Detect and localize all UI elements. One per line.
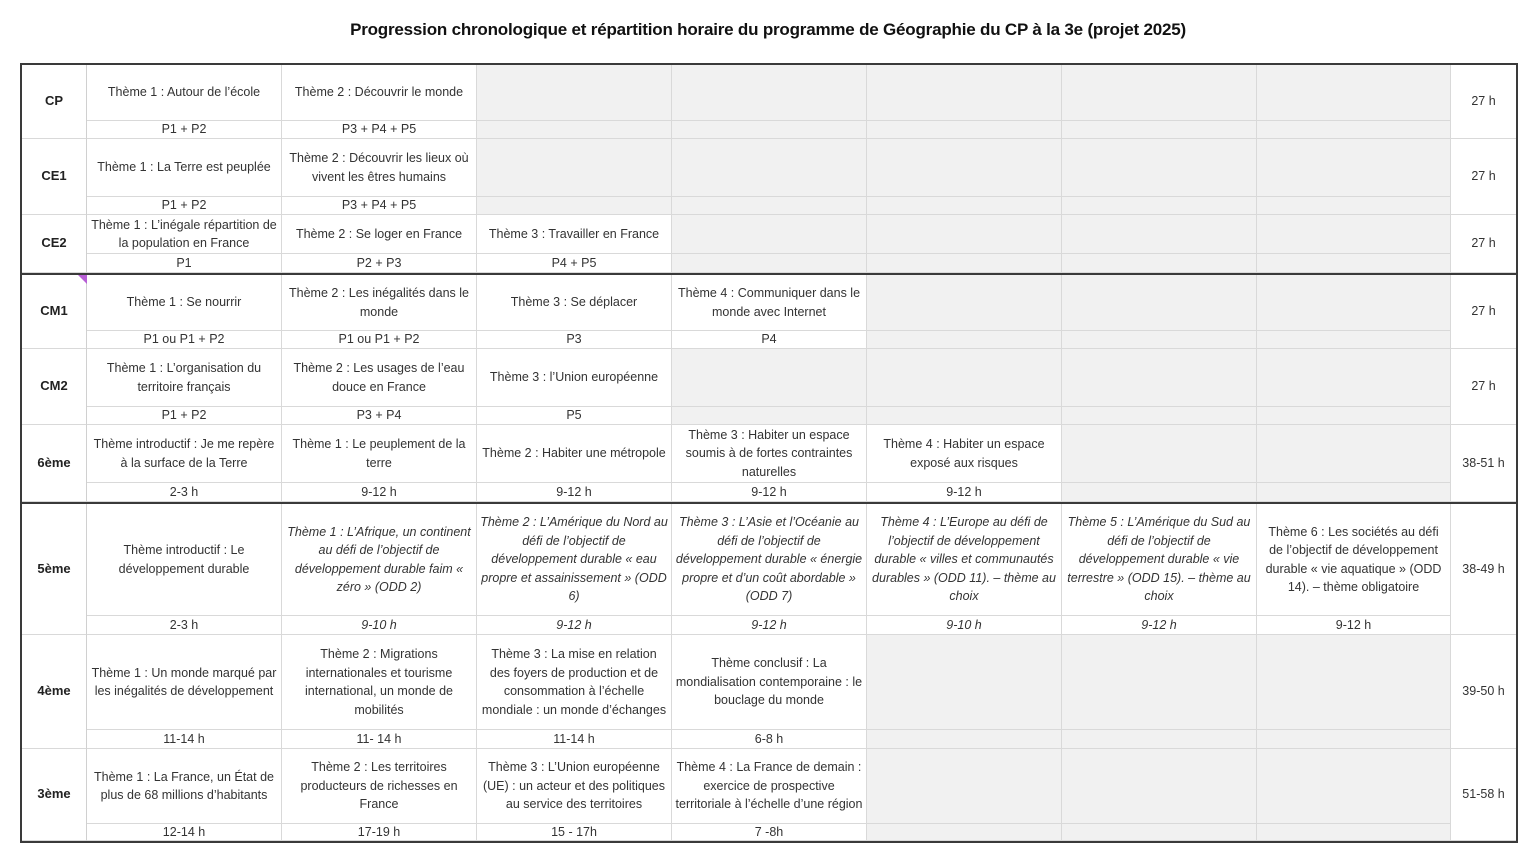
theme-cell: Thème 1 : L’inégale répartition de la population en France	[87, 215, 282, 254]
total-hours: 27 h	[1451, 215, 1516, 273]
empty-cell	[867, 407, 1062, 425]
duration-cell: 12-14 h	[87, 824, 282, 841]
duration-cell: 2-3 h	[87, 483, 282, 502]
theme-cell: Thème 2 : Migrations internationales et tourisme international, un monde de mobilités	[282, 635, 477, 730]
theme-cell: Thème 1 : Autour de l’école	[87, 65, 282, 121]
theme-cell: Thème 2 : L’Amérique du Nord au défi de l’objectif de développement durable « eau propre et assainissement » (ODD 6)	[477, 504, 672, 616]
theme-cell: Thème 3 : l’Union européenne	[477, 349, 672, 407]
level-label: CM2	[22, 349, 87, 425]
theme-cell: Thème 3 : Habiter un espace soumis à de fortes contraintes naturelles	[672, 425, 867, 483]
theme-cell: Thème 3 : Travailler en France	[477, 215, 672, 254]
empty-cell	[1062, 331, 1257, 349]
theme-cell: Thème 1 : Le peuplement de la terre	[282, 425, 477, 483]
duration-cell: P1	[87, 254, 282, 273]
empty-cell	[672, 407, 867, 425]
theme-cell: Thème introductif : Je me repère à la surface de la Terre	[87, 425, 282, 483]
theme-cell: Thème 1 : Un monde marqué par les inégalités de développement	[87, 635, 282, 730]
duration-cell: P1 + P2	[87, 197, 282, 215]
theme-cell: Thème introductif : Le développement durable	[87, 504, 282, 616]
theme-cell: Thème 3 : Se déplacer	[477, 275, 672, 331]
empty-cell	[1062, 215, 1257, 254]
empty-cell	[477, 121, 672, 139]
empty-cell	[672, 215, 867, 254]
empty-cell	[1257, 349, 1451, 407]
level-label: 3ème	[22, 749, 87, 841]
duration-cell: 17-19 h	[282, 824, 477, 841]
duration-cell: P1 ou P1 + P2	[282, 331, 477, 349]
empty-cell	[1062, 139, 1257, 197]
level-label: 4ème	[22, 635, 87, 749]
empty-cell	[672, 121, 867, 139]
empty-cell	[1257, 65, 1451, 121]
empty-cell	[1257, 139, 1451, 197]
comment-indicator-icon[interactable]	[78, 275, 87, 284]
empty-cell	[1257, 197, 1451, 215]
theme-cell: Thème 3 : L’Asie et l’Océanie au défi de l’objectif de développement durable « énergie propre et d’un coût abordable » (ODD 7)	[672, 504, 867, 616]
empty-cell	[1257, 254, 1451, 273]
theme-cell: Thème 2 : Les inégalités dans le monde	[282, 275, 477, 331]
duration-cell: 9-12 h	[1062, 616, 1257, 635]
duration-cell: P4	[672, 331, 867, 349]
total-hours: 51-58 h	[1451, 749, 1516, 841]
empty-cell	[1062, 65, 1257, 121]
level-label: CE1	[22, 139, 87, 215]
theme-cell: Thème 2 : Les territoires producteurs de richesses en France	[282, 749, 477, 824]
duration-cell: P4 + P5	[477, 254, 672, 273]
empty-cell	[1062, 749, 1257, 824]
empty-cell	[672, 254, 867, 273]
duration-cell: 11-14 h	[87, 730, 282, 749]
total-hours: 39-50 h	[1451, 635, 1516, 749]
empty-cell	[867, 197, 1062, 215]
empty-cell	[1062, 254, 1257, 273]
empty-cell	[1062, 275, 1257, 331]
duration-cell: P3 + P4	[282, 407, 477, 425]
theme-cell: Thème 3 : La mise en relation des foyers de production et de consommation à l’échelle mondiale : un monde d’échanges	[477, 635, 672, 730]
empty-cell	[1257, 407, 1451, 425]
level-label: 5ème	[22, 504, 87, 635]
theme-cell: Thème 1 : La Terre est peuplée	[87, 139, 282, 197]
duration-cell: 11- 14 h	[282, 730, 477, 749]
duration-cell: 15 - 17h	[477, 824, 672, 841]
duration-cell: P5	[477, 407, 672, 425]
empty-cell	[1062, 121, 1257, 139]
page-title: Progression chronologique et répartition horaire du programme de Géographie du CP à la 3e (projet 2025)	[350, 20, 1186, 39]
duration-cell: 6-8 h	[672, 730, 867, 749]
theme-cell: Thème 4 : Habiter un espace exposé aux risques	[867, 425, 1062, 483]
duration-cell: P3	[477, 331, 672, 349]
theme-cell: Thème 6 : Les sociétés au défi de l’objectif de développement durable « vie aquatique » (ODD 14). – thème obligatoire	[1257, 504, 1451, 616]
duration-cell: 9-10 h	[282, 616, 477, 635]
duration-cell: 9-10 h	[867, 616, 1062, 635]
theme-cell: Thème 1 : Se nourrir	[87, 275, 282, 331]
total-hours: 27 h	[1451, 275, 1516, 349]
duration-cell: 9-12 h	[477, 616, 672, 635]
empty-cell	[867, 65, 1062, 121]
theme-cell: Thème 4 : La France de demain : exercice de prospective territoriale à l’échelle d’une région	[672, 749, 867, 824]
duration-cell: P1 + P2	[87, 121, 282, 139]
empty-cell	[1257, 483, 1451, 502]
total-hours: 27 h	[1451, 349, 1516, 425]
duration-cell: P1 + P2	[87, 407, 282, 425]
empty-cell	[867, 331, 1062, 349]
theme-cell: Thème 1 : L’organisation du territoire français	[87, 349, 282, 407]
duration-cell: 9-12 h	[282, 483, 477, 502]
empty-cell	[1062, 197, 1257, 215]
level-label: CM1	[22, 275, 87, 349]
empty-cell	[1257, 121, 1451, 139]
empty-cell	[672, 65, 867, 121]
empty-cell	[867, 275, 1062, 331]
empty-cell	[867, 121, 1062, 139]
duration-cell: 9-12 h	[672, 483, 867, 502]
empty-cell	[1062, 483, 1257, 502]
empty-cell	[867, 254, 1062, 273]
empty-cell	[477, 197, 672, 215]
empty-cell	[672, 197, 867, 215]
empty-cell	[867, 635, 1062, 730]
total-hours: 27 h	[1451, 65, 1516, 139]
cycle-separator	[22, 502, 1516, 504]
empty-cell	[477, 65, 672, 121]
empty-cell	[1257, 749, 1451, 824]
duration-cell: 9-12 h	[672, 616, 867, 635]
empty-cell	[1257, 275, 1451, 331]
empty-cell	[672, 139, 867, 197]
theme-cell: Thème 2 : Se loger en France	[282, 215, 477, 254]
theme-cell: Thème 3 : L’Union européenne (UE) : un acteur et des politiques au service des territoires	[477, 749, 672, 824]
empty-cell	[867, 215, 1062, 254]
empty-cell	[1062, 407, 1257, 425]
empty-cell	[867, 824, 1062, 841]
duration-cell: 9-12 h	[867, 483, 1062, 502]
empty-cell	[1062, 824, 1257, 841]
theme-cell: Thème 4 : Communiquer dans le monde avec Internet	[672, 275, 867, 331]
duration-cell: 11-14 h	[477, 730, 672, 749]
theme-cell: Thème 2 : Les usages de l’eau douce en France	[282, 349, 477, 407]
theme-cell: Thème 5 : L’Amérique du Sud au défi de l’objectif de développement durable « vie terrestre » (ODD 15). – thème au choix	[1062, 504, 1257, 616]
empty-cell	[1257, 425, 1451, 483]
empty-cell	[1257, 215, 1451, 254]
empty-cell	[1257, 730, 1451, 749]
progression-table	[20, 63, 1518, 843]
duration-cell: 2-3 h	[87, 616, 282, 635]
duration-cell: P3 + P4 + P5	[282, 197, 477, 215]
duration-cell: 9-12 h	[477, 483, 672, 502]
duration-cell: 9-12 h	[1257, 616, 1451, 635]
empty-cell	[867, 749, 1062, 824]
theme-cell: Thème 2 : Découvrir les lieux où vivent les êtres humains	[282, 139, 477, 197]
level-label: 6ème	[22, 425, 87, 502]
duration-cell: 7 -8h	[672, 824, 867, 841]
theme-cell: Thème 4 : L’Europe au défi de l’objectif de développement durable « villes et communautés durables » (ODD 11). – thème au choix	[867, 504, 1062, 616]
empty-cell	[1062, 425, 1257, 483]
duration-cell: P1 ou P1 + P2	[87, 331, 282, 349]
empty-cell	[1062, 349, 1257, 407]
duration-cell: P3 + P4 + P5	[282, 121, 477, 139]
level-label: CP	[22, 65, 87, 139]
total-hours: 27 h	[1451, 139, 1516, 215]
theme-cell: Thème 1 : L’Afrique, un continent au défi de l’objectif de développement durable faim « zéro » (ODD 2)	[282, 504, 477, 616]
empty-cell	[867, 730, 1062, 749]
empty-cell	[672, 349, 867, 407]
duration-cell: P2 + P3	[282, 254, 477, 273]
empty-cell	[867, 139, 1062, 197]
theme-cell: Thème 2 : Découvrir le monde	[282, 65, 477, 121]
empty-cell	[477, 139, 672, 197]
cycle-separator	[22, 273, 1516, 275]
theme-cell: Thème 2 : Habiter une métropole	[477, 425, 672, 483]
total-hours: 38-49 h	[1451, 504, 1516, 635]
empty-cell	[1257, 635, 1451, 730]
empty-cell	[1062, 730, 1257, 749]
empty-cell	[1257, 824, 1451, 841]
empty-cell	[1062, 635, 1257, 730]
total-hours: 38-51 h	[1451, 425, 1516, 502]
theme-cell: Thème 1 : La France, un État de plus de 68 millions d’habitants	[87, 749, 282, 824]
empty-cell	[1257, 331, 1451, 349]
level-label: CE2	[22, 215, 87, 273]
empty-cell	[867, 349, 1062, 407]
theme-cell: Thème conclusif : La mondialisation contemporaine : le bouclage du monde	[672, 635, 867, 730]
